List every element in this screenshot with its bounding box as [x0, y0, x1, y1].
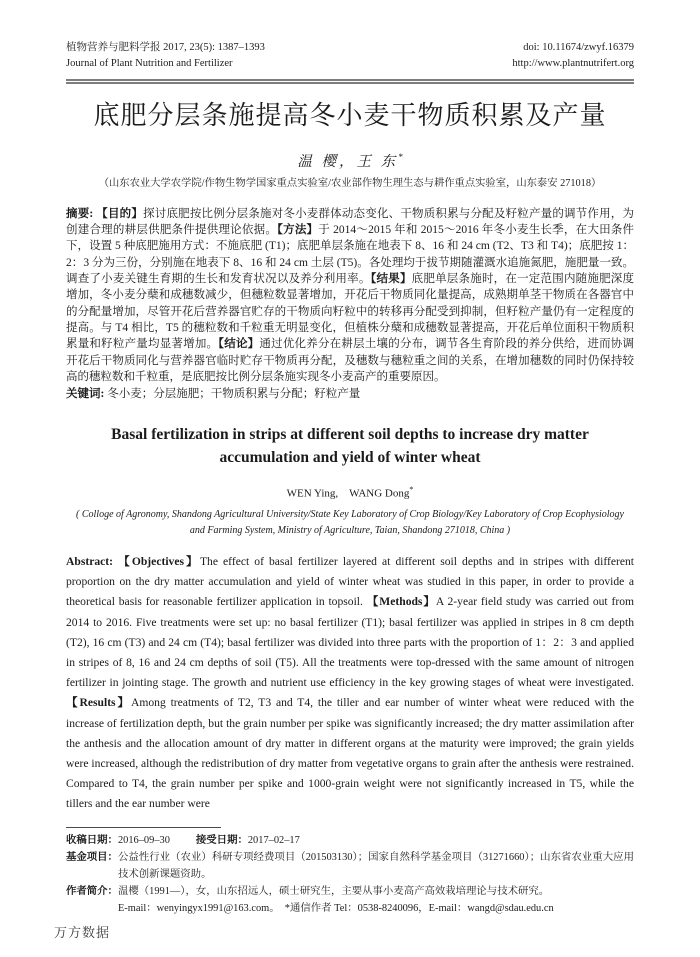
funding-text: 公益性行业（农业）科研专项经费项目（201503130）；国家自然科学基金项目（31271660）；山东省农业重大应用技术创新课题资助。 — [117, 852, 634, 880]
objectives-label-cn: 【目的】 — [96, 207, 144, 220]
authors-cn — [66, 148, 634, 171]
keywords-cn — [66, 386, 634, 402]
accepted-date-label: 接受日期： — [195, 834, 248, 846]
methods-text-en: A 2-year field study was carried out from 2014 to 2016. Five treatments were set up: no basal fertilizer (T1); basal fertilizer was applied in stripes in 8 cm depth (T2), 16 cm (T3) and 24 cm (T4); basal fertilizer was divided into three parts with the proportion of 1：2：3 and applied in stripes of 8, 16 and 24 cm depths of soil (T5). All the treatments were top-dressed with the same amount of nitrogen fertilizer in jointing stage. The growth and nutrient use efficiency in the key growing stages of wheat were investigated. — [66, 595, 635, 690]
journal-name-en: Journal of Plant Nutrition and Fertilizer — [66, 58, 233, 69]
doi-text: doi: 10.11674/zwyf.16379 — [523, 42, 634, 53]
abstract-en — [66, 552, 634, 815]
journal-url: http://www.plantnutrifert.org — [512, 58, 634, 69]
received-date: 2016–09–30 — [117, 834, 170, 846]
journal-header-right — [512, 40, 634, 72]
header-divider — [66, 79, 634, 84]
affiliation-en: ( Colloge of Agronomy, Shandong Agricultural University/State Key Laboratory of Crop Biology/Key Laboratory of Crop Ecophysiology and Farming System, Ministry of Agriculture, Taian, Shandong 271018, China ) — [76, 509, 624, 537]
footnotes — [66, 833, 634, 918]
journal-header — [66, 40, 634, 72]
author-bio-label: 作者简介： — [66, 886, 118, 898]
journal-header-left — [66, 40, 265, 72]
results-label-en: 【Results】 — [66, 696, 131, 710]
results-text-en: Among treatments of T2, T3 and T4, the tiller and ear number of winter wheat were reduced with the increase of fertilization depth, but the grain number per spike was significantly increased; the dry matter assimilation after the anthesis and the allocation amount of dry matter in different organs at the maturity were improved; the grain yields were increased, although the redistribution of dry matter from vegetative organs to grain after the anthesis were restrained. Compared to T4, the grain number per spike and 1000-grain weight were not significantly increased in T5, while the tillers and the ear number were — [66, 696, 634, 811]
authors-en — [66, 482, 634, 502]
received-date-label: 收稿日期： — [66, 834, 118, 846]
author-bio-body — [118, 884, 634, 917]
dates-note — [66, 833, 634, 850]
article-title-cn: 底肥分层条施提高冬小麦干物质积累及产量 — [93, 101, 607, 130]
funding-note — [66, 850, 634, 883]
results-label-cn: 【结果】 — [370, 273, 412, 286]
objectives-text-en: The effect of basal fertilizer layered at different soil depths and in stripes with different proportion on the dry matter accumulation and yield of winter wheat was studied in this paper, in order to provide a theoretical basis for reasonable fertilizer application in topsoil. — [66, 555, 635, 609]
authors-en-names: WEN Ying, WANG Dong — [286, 488, 410, 501]
methods-text-cn: 于 2014～2015 年和 2015～2016 年冬小麦生长季，在大田条件下，设置 5 种底肥施用方式：不施底肥 (T1)；底肥单层条施在地表下 8、16 和 24 cm (T2、T3 和 T4)；底肥按 1：2：3 分为三份，分别施在地表下 8、16 和 24 cm 土层 (T5)。各处理均于拔节期随灌溉水追施氮肥，施肥量一致。调查了小麦关键生育期的生长和发育状况以及养分利用率。 — [66, 224, 635, 286]
wanfang-watermark: 万方数据 — [54, 926, 111, 941]
methods-label-en: 【Methods】 — [366, 595, 436, 609]
conclusions-text-cn: 通过优化养分在耕层土壤的分布，调节各生育阶段的养分供给，进而协调开花后干物质同化与营养器官临时贮存干物质再分配，及穗数与穗粒重之间的关系，在增加穗数的同时仍保持较高的穗粒数和千粒重，是底肥按比例分层条施实现冬小麦高产的重要原因。 — [66, 338, 635, 383]
funding-label: 基金项目： — [66, 852, 118, 864]
keywords-label-cn: 关键词: — [66, 388, 108, 401]
results-text-cn: 底肥单层条施时，在一定范围内随施肥深度增加，冬小麦分蘖和成穗数减少，但穗粒数显著增加，开花后干物质同化量提高，成熟期单茎干物质在各器官中的分配量增加，尽管开花后营养器官贮存的干物质向籽粒中的转移再分配受到抑制，但籽粒产量仍有一定程度的提高。与 T4 相比，T5 的穗粒数和千粒重无明显变化，但植株分蘖和成穗数显著提高，开花后单位面积干物质积累量和籽粒产量均显著增加。 — [66, 273, 635, 351]
journal-citation-cn: 植物营养与肥料学报 2017, 23(5): 1387–1393 — [66, 42, 265, 53]
authors-cn-names: 温 樱，王 东 — [297, 153, 399, 170]
affiliation-cn: （山东农业大学农学院/作物生物学国家重点实验室/农业部作物生理生态与耕作重点实验室，山东泰安 271018） — [98, 177, 602, 189]
corresponding-author-mark-en: * — [409, 485, 414, 495]
abstract-label-cn: 摘要: — [66, 207, 97, 220]
conclusions-label-cn: 【结论】 — [218, 338, 260, 351]
author-bio-text: 温樱（1991—），女，山东招远人，硕士研究生，主要从事小麦高产高效栽培理论与技术研究。 — [117, 886, 550, 898]
accepted-date: 2017–02–17 — [247, 834, 300, 846]
author-bio-contact: E-mail：wenyingyx1991@163.com。 *通信作者 Tel：0538-8240096，E-mail：wangd@sdau.edu.cn — [117, 903, 554, 915]
objectives-label-en: 【Objectives】 — [118, 555, 200, 569]
article-title-en: Basal fertilization in strips at different soil depths to increase dry matter accumulation and yield of winter wheat — [111, 426, 589, 467]
objectives-text-cn: 探讨底肥按比例分层条施对冬小麦群体动态变化、干物质积累与分配及籽粒产量的调节作用，为创建合理的耕层供肥条件提供理论依据。 — [66, 207, 635, 237]
keywords-text-cn: 冬小麦；分层施肥；干物质积累与分配；籽粒产量 — [107, 388, 361, 401]
author-bio-note — [66, 884, 634, 917]
footnote-divider — [66, 827, 221, 828]
abstract-label-en: Abstract: — [66, 555, 119, 569]
abstract-cn — [66, 206, 634, 385]
methods-label-cn: 【方法】 — [277, 224, 319, 237]
corresponding-author-mark-cn: * — [398, 152, 403, 162]
